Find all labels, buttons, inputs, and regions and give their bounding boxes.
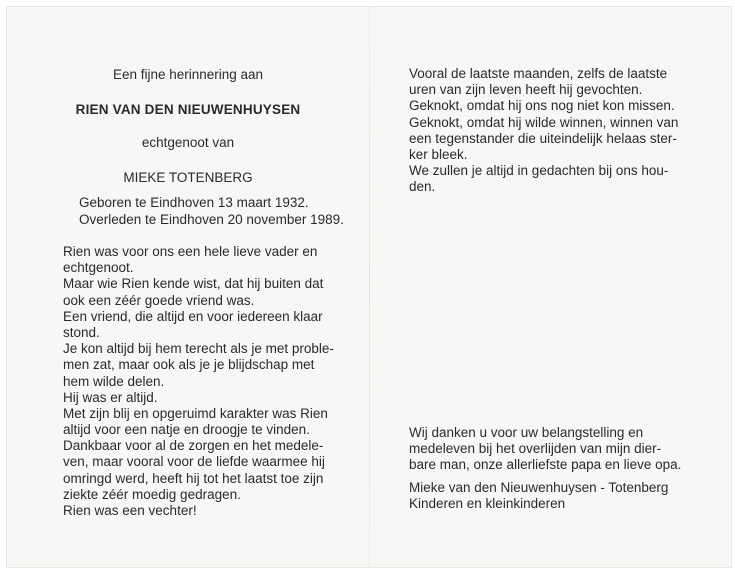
right-panel	[370, 7, 731, 567]
tribute-line: ook een zéér goede vriend was.	[63, 292, 255, 308]
tribute-line: Je kon altijd bij hem terecht als je met proble-	[63, 341, 334, 357]
verse-line: We zullen je altijd in gedachten bij ons hou-	[409, 163, 669, 179]
tribute-text	[63, 244, 334, 519]
tribute-line: Met zijn blij en opgeruimd karakter was Rien	[63, 405, 328, 421]
tribute-line: omringd werd, heeft hij tot het laatst toe zijn	[63, 470, 324, 486]
verse-line: ker bleek.	[409, 146, 468, 162]
tribute-line: Hij was er altijd.	[63, 389, 158, 405]
thanks-line: medeleven bij het overlijden van mijn dier-	[409, 441, 662, 457]
tribute-line: altijd voor een natje en droogje te vinden.	[63, 422, 310, 438]
tribute-line: Dankbaar voor al de zorgen en het medele-	[63, 438, 324, 454]
tribute-line: Een vriend, die altijd en voor iedereen klaar	[63, 308, 323, 324]
memorial-card	[6, 6, 732, 568]
birth-line: Geboren te Eindhoven 13 maart 1932.	[79, 195, 309, 210]
tribute-line: ven, maar vooral voor de liefde waarmee hij	[63, 454, 325, 470]
relation-line: echtgenoot van	[141, 135, 235, 150]
verse-text	[409, 66, 678, 196]
verse-line: uren van zijn leven heeft hij gevochten.	[409, 82, 643, 98]
verse-line: Geknokt, omdat hij ons nog niet kon missen.	[409, 98, 675, 114]
tribute-line: men zat, maar ook als je je blijdschap met	[63, 357, 315, 373]
verse-line: Geknokt, omdat hij wilde winnen, winnen van	[409, 114, 679, 130]
dates-block	[79, 195, 344, 228]
tribute-line: Rien was voor ons een hele lieve vader en	[63, 244, 318, 259]
spouse-name: MIEKE TOTENBERG	[123, 170, 253, 185]
tribute-line: Maar wie Rien kende wist, dat hij buiten dat	[63, 276, 324, 292]
verse-line: den.	[409, 179, 436, 195]
death-line: Overleden te Eindhoven 20 november 1989.	[79, 211, 344, 227]
verse-line: een tegenstander die uiteindelijk helaas ster-	[409, 130, 677, 146]
tribute-line: hem wilde delen.	[63, 373, 165, 389]
thanks-line: bare man, onze allerliefste papa en lieve opa.	[409, 457, 682, 473]
signature-text	[409, 480, 668, 512]
tribute-line: echtgenoot.	[63, 260, 134, 276]
deceased-name: RIEN VAN DEN NIEUWENHUYSEN	[75, 102, 301, 117]
left-panel	[7, 7, 369, 567]
tribute-line: Rien was een vechter!	[63, 503, 197, 518]
tribute-line: ziekte zéér moedig gedragen.	[63, 486, 241, 502]
signature-line: Kinderen en kleinkinderen	[409, 496, 566, 512]
thanks-line: Wij danken u voor uw belangstelling en	[409, 425, 644, 440]
verse-line: Vooral de laatste maanden, zelfs de laatste	[409, 66, 668, 81]
tribute-line: stond.	[63, 324, 100, 340]
intro-line: Een fijne herinnering aan	[112, 67, 264, 82]
signature-line: Mieke van den Nieuwenhuysen - Totenberg	[409, 480, 669, 495]
thanks-text	[409, 425, 681, 474]
